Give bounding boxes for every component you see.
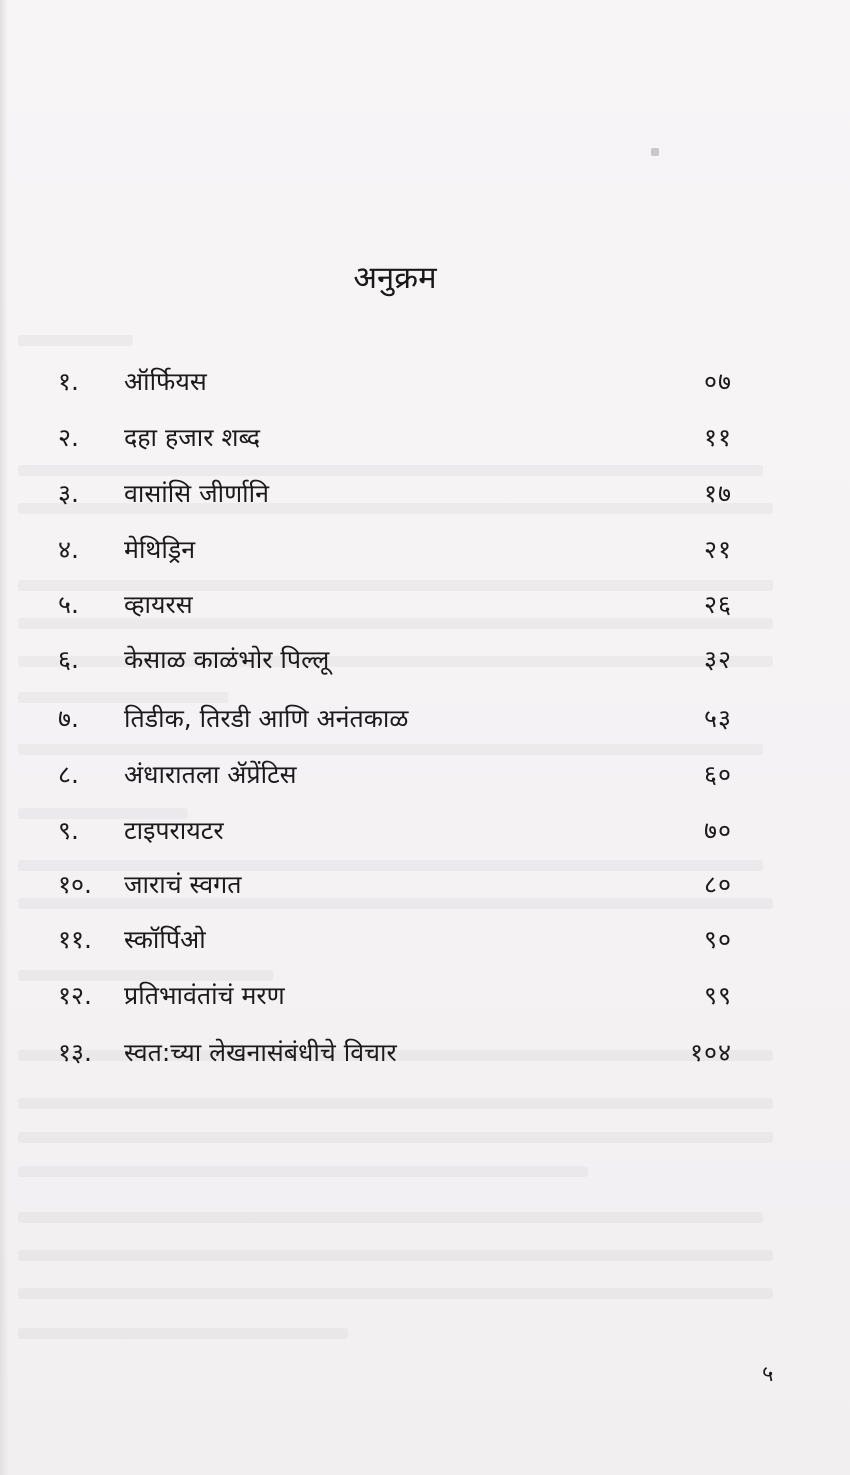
toc-entry-title: दहा हजार शब्द xyxy=(124,423,261,452)
toc-entry-page: ७० xyxy=(703,816,732,845)
toc-entry-page: ०७ xyxy=(703,367,732,396)
toc-entry[interactable] xyxy=(0,811,850,851)
page-number: ५ xyxy=(762,1362,774,1387)
toc-entry-title: मेथिड्रिन xyxy=(124,535,196,564)
toc-entry[interactable] xyxy=(0,362,850,402)
toc-entry[interactable] xyxy=(0,1033,850,1073)
toc-entry-title: प्रतिभावंतांचं मरण xyxy=(124,981,285,1010)
toc-entry[interactable] xyxy=(0,418,850,458)
toc-entry-page: ९९ xyxy=(703,981,732,1010)
toc-entry-page: ५३ xyxy=(703,704,732,733)
toc-entry-number: ९. xyxy=(58,816,79,845)
toc-entry-page: १७ xyxy=(703,479,732,508)
toc-entry[interactable] xyxy=(0,976,850,1016)
toc-entry[interactable] xyxy=(0,920,850,960)
toc-entry-page: ११ xyxy=(703,423,732,452)
toc-entry[interactable] xyxy=(0,640,850,680)
toc-entry[interactable] xyxy=(0,585,850,625)
toc-entry-title: स्कॉर्पिओ xyxy=(124,925,206,954)
toc-entry-number: ६. xyxy=(58,645,79,674)
toc-entry-number: १. xyxy=(58,367,79,396)
toc-entry-page: ३२ xyxy=(703,645,732,674)
toc-entry-page: ८० xyxy=(703,870,732,899)
toc-entry-title: तिडीक, तिरडी आणि अनंतकाळ xyxy=(124,704,409,733)
toc-entry-title: टाइपरायटर xyxy=(124,816,224,845)
toc-entry[interactable] xyxy=(0,474,850,514)
toc-entry-title: जाराचं स्वगत xyxy=(124,870,242,899)
toc-entry-title: व्हायरस xyxy=(124,590,193,619)
toc-entry-number: ७. xyxy=(58,704,79,733)
toc-entry-title: स्वत:च्या लेखनासंबंधीचे विचार xyxy=(124,1038,397,1067)
toc-entry-title: केसाळ काळंभोर पिल्लू xyxy=(124,645,330,674)
toc-entry-title: वासांसि जीर्णानि xyxy=(124,479,269,508)
toc-entry[interactable] xyxy=(0,530,850,570)
toc-entry-title: अंधारातला ॲप्रेंटिस xyxy=(124,760,297,789)
toc-entry-number: १२. xyxy=(58,981,92,1010)
toc-entry-number: ११. xyxy=(58,925,92,954)
toc-entry-page: २६ xyxy=(703,590,732,619)
toc-entry[interactable] xyxy=(0,865,850,905)
page-title: अनुक्रम xyxy=(353,260,437,296)
toc-entry-page: ६० xyxy=(703,760,732,789)
toc-entry-page: १०४ xyxy=(689,1038,732,1067)
toc-entry-number: ५. xyxy=(58,590,79,619)
toc-entry-number: १३. xyxy=(58,1038,92,1067)
toc-entry-title: ऑर्फियस xyxy=(124,367,207,396)
toc-entry-number: ८. xyxy=(58,760,79,789)
toc-entry-page: ९० xyxy=(703,925,732,954)
toc-entry[interactable] xyxy=(0,755,850,795)
toc-entry-number: ४. xyxy=(58,535,79,564)
toc-entry-page: २१ xyxy=(703,535,732,564)
toc-entry-number: २. xyxy=(58,423,79,452)
toc-entry-number: १०. xyxy=(58,870,92,899)
toc-entry[interactable] xyxy=(0,699,850,739)
toc-entry-number: ३. xyxy=(58,479,79,508)
